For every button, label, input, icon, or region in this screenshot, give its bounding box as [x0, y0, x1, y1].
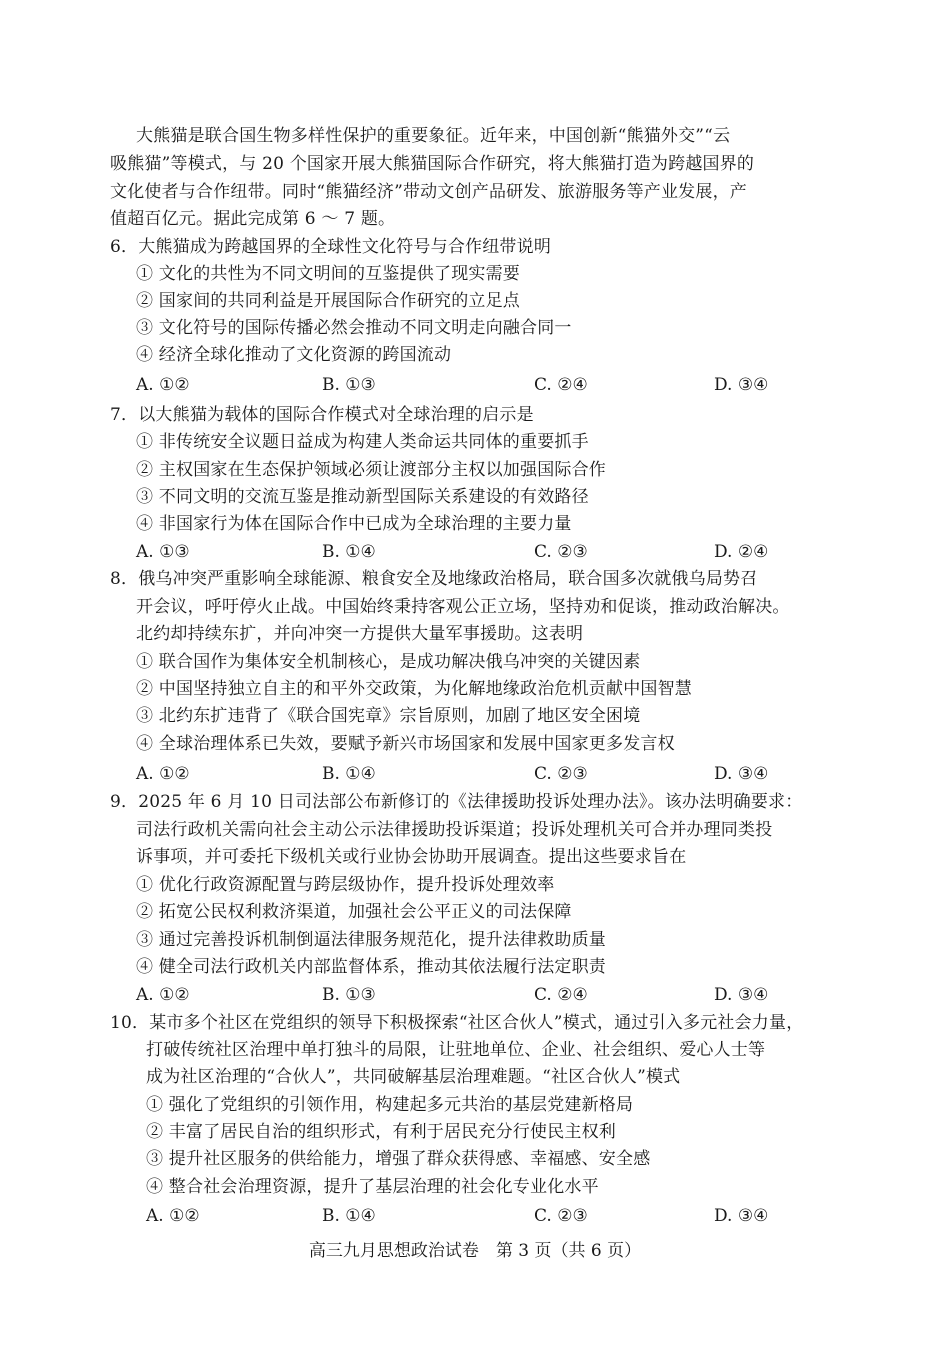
question-stem: 成为社区治理的“合伙人”，共同破解基层治理难题。“社区合伙人”模式 [146, 1067, 681, 1087]
answer-choice-a: A. ①② [136, 764, 190, 784]
question-option: ① 联合国作为集体安全机制核心，是成功解决俄乌冲突的关键因素 [136, 652, 641, 672]
question-stem: 6．大熊猫成为跨越国界的全球性文化符号与合作纽带说明 [110, 237, 552, 257]
question-stem: 10．某市多个社区在党组织的领导下积极探索“社区合伙人”模式，通过引入多元社会力量， [110, 1013, 804, 1033]
question-option: ③ 提升社区服务的供给能力，增强了群众获得感、幸福感、安全感 [146, 1149, 651, 1169]
question-option: ③ 通过完善投诉机制倒逼法律服务规范化，提升法律救助质量 [136, 930, 607, 950]
question-stem: 北约却持续东扩，并向冲突一方提供大量军事援助。这表明 [136, 624, 584, 644]
page-footer: 高三九月思想政治试卷 第 3 页（共 6 页） [308, 1241, 642, 1261]
question-option: ① 强化了党组织的引领作用，构建起多元共治的基层党建新格局 [146, 1095, 634, 1115]
question-option: ④ 非国家行为体在国际合作中已成为全球治理的主要力量 [136, 514, 572, 534]
answer-choice-c: C. ②④ [534, 375, 588, 395]
question-stem: 打破传统社区治理中单打独斗的局限，让驻地单位、企业、社会组织、爱心人士等 [146, 1040, 766, 1060]
answer-choice-c: C. ②③ [534, 764, 588, 784]
answer-choice-b: B. ①③ [322, 985, 376, 1005]
question-stem: 8．俄乌冲突严重影响全球能源、粮食安全及地缘政治格局，联合国多次就俄乌局势召 [110, 569, 758, 589]
question-stem: 7．以大熊猫为载体的国际合作模式对全球治理的启示是 [110, 405, 534, 425]
answer-choice-b: B. ①③ [322, 375, 376, 395]
answer-choice-a: A. ①② [136, 375, 190, 395]
answer-choice-d: D. ②④ [714, 542, 769, 562]
question-stem: 司法行政机关需向社会主动公示法律援助投诉渠道；投诉处理机关可合并办理同类投 [136, 820, 773, 840]
question-option: ① 非传统安全议题日益成为构建人类命运共同体的重要抓手 [136, 432, 589, 452]
answer-choice-b: B. ①④ [322, 764, 376, 784]
intro-line: 吸熊猫”等模式，与 20 个国家开展大熊猫国际合作研究，将大熊猫打造为跨越国界的 [110, 154, 755, 174]
question-option: ② 拓宽公民权利救济渠道，加强社会公平正义的司法保障 [136, 902, 572, 922]
answer-choice-c: C. ②④ [534, 985, 588, 1005]
question-option: ① 优化行政资源配置与跨层级协作，提升投诉处理效率 [136, 875, 555, 895]
answer-choice-d: D. ③④ [714, 985, 769, 1005]
intro-line: 文化使者与合作纽带。同时“熊猫经济”带动文创产品研发、旅游服务等产业发展，产 [110, 182, 747, 202]
answer-choice-b: B. ①④ [322, 542, 376, 562]
answer-choice-c: C. ②③ [534, 542, 588, 562]
intro-line: 大熊猫是联合国生物多样性保护的重要象征。近年来，中国创新“熊猫外交”“云 [136, 126, 731, 146]
question-option: ④ 健全司法行政机关内部监督体系，推动其依法履行法定职责 [136, 957, 607, 977]
question-option: ④ 整合社会治理资源，提升了基层治理的社会化专业化水平 [146, 1177, 599, 1197]
question-option: ③ 北约东扩违背了《联合国宪章》宗旨原则，加剧了地区安全困境 [136, 706, 641, 726]
question-option: ② 主权国家在生态保护领域必须让渡部分主权以加强国际合作 [136, 460, 607, 480]
answer-choice-d: D. ③④ [714, 764, 769, 784]
answer-choice-a: A. ①② [136, 985, 190, 1005]
intro-line: 值超百亿元。据此完成第 6 ～ 7 题。 [110, 209, 396, 229]
answer-choice-a: A. ①② [146, 1206, 200, 1226]
question-stem: 9．2025 年 6 月 10 日司法部公布新修订的《法律援助投诉处理办法》。该办法明确要求： [110, 792, 803, 812]
question-option: ③ 不同文明的交流互鉴是推动新型国际关系建设的有效路径 [136, 487, 589, 507]
question-option: ④ 经济全球化推动了文化资源的跨国流动 [136, 345, 452, 365]
question-option: ② 国家间的共同利益是开展国际合作研究的立足点 [136, 291, 521, 311]
answer-choice-a: A. ①③ [136, 542, 190, 562]
question-option: ② 丰富了居民自治的组织形式，有利于居民充分行使民主权利 [146, 1122, 617, 1142]
question-stem: 诉事项，并可委托下级机关或行业协会协助开展调查。提出这些要求旨在 [136, 847, 687, 867]
question-stem: 开会议，呼吁停火止战。中国始终秉持客观公正立场，坚持劝和促谈，推动政治解决。 [136, 597, 790, 617]
question-option: ① 文化的共性为不同文明间的互鉴提供了现实需要 [136, 264, 521, 284]
question-option: ② 中国坚持独立自主的和平外交政策，为化解地缘政治危机贡献中国智慧 [136, 679, 693, 699]
question-option: ③ 文化符号的国际传播必然会推动不同文明走向融合同一 [136, 318, 572, 338]
answer-choice-b: B. ①④ [322, 1206, 376, 1226]
answer-choice-c: C. ②③ [534, 1206, 588, 1226]
answer-choice-d: D. ③④ [714, 375, 769, 395]
answer-choice-d: D. ③④ [714, 1206, 769, 1226]
question-option: ④ 全球治理体系已失效，要赋予新兴市场国家和发展中国家更多发言权 [136, 734, 675, 754]
